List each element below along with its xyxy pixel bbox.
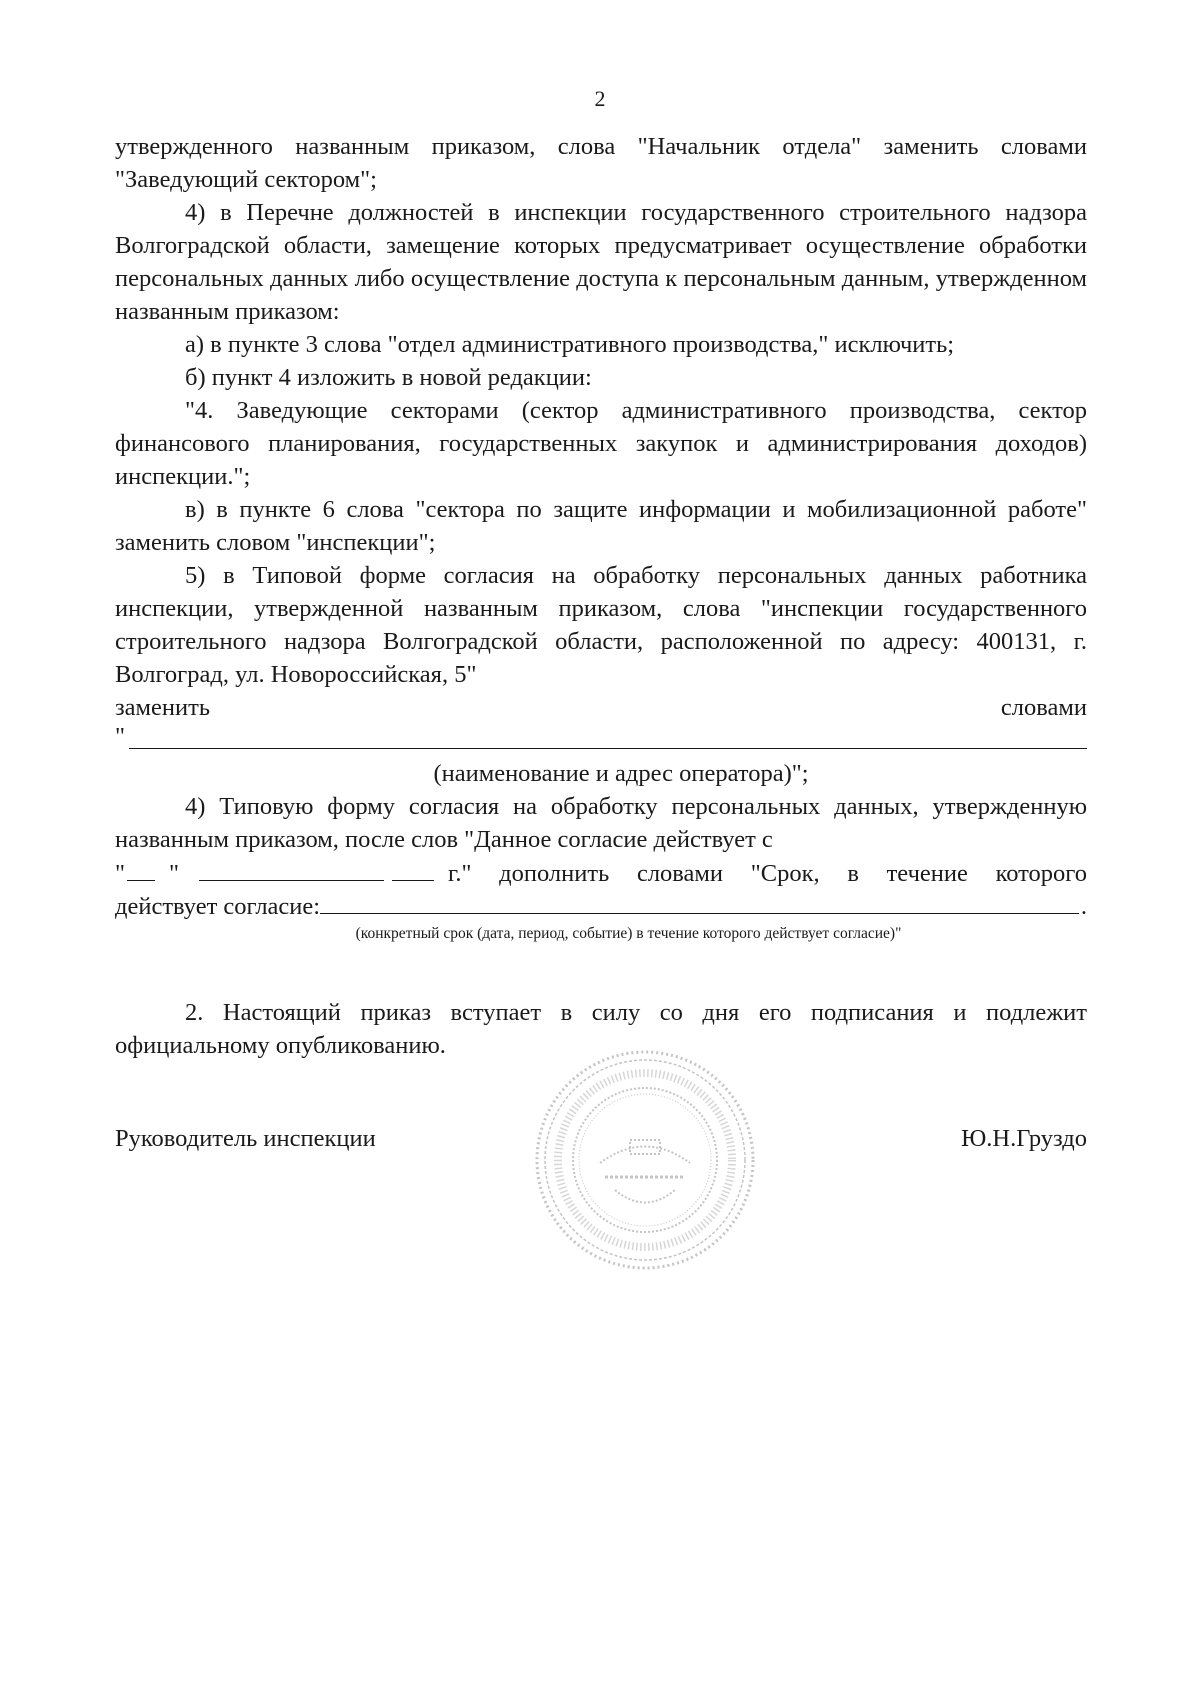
date-year-blank — [392, 856, 434, 881]
date-quote-close: " — [169, 860, 180, 887]
signatory-name: Ю.Н.Груздо — [961, 1125, 1087, 1152]
document-body — [115, 130, 1087, 1062]
page-number: 2 — [594, 86, 606, 111]
date-blank-line — [115, 856, 1087, 889]
date-quote-open: " — [115, 860, 126, 887]
operator-blank-line — [115, 724, 1087, 757]
signatory-title: Руководитель инспекции — [115, 1125, 376, 1152]
official-seal-stamp — [530, 1045, 760, 1275]
paragraph-new-item-4: "4. Заведующие секторами (сектор административного производства, сектор финансового планирования, государственных закупок и администрирования доходов) инспекции."; — [115, 397, 1087, 490]
paragraph-subitem-a: а) в пункте 3 слова "отдел административного производства," исключить; — [185, 331, 955, 358]
replace-word: заменить — [115, 694, 211, 721]
term-caption: (конкретный срок (дата, период, событие) в течение которого действует согласие)" — [355, 925, 902, 942]
paragraph-item-5: 5) в Типовой форме согласия на обработку персональных данных работника инспекции, утвержденной названным приказом, слова "инспекции государственного строительного надзора Волгоградской области, расположенной по адресу: 400131, г. Волгоград, ул. Новороссийская, 5" — [115, 562, 1087, 688]
term-label: действует согласие: — [115, 893, 321, 920]
paragraph-entry-into-force: 2. Настоящий приказ вступает в силу со дня его подписания и подлежит официальному опубликованию. — [115, 998, 1087, 1059]
paragraph-item-4-list: 4) в Перечне должностей в инспекции государственного строительного надзора Волгоградской области, замещение которых предусматривает осуществление обработки персональных данных либо осуществление доступа к персональным данным, утвержденном названным приказом: — [115, 199, 1087, 325]
operator-blank-rule — [129, 724, 1087, 749]
term-blank-line — [115, 889, 1087, 922]
paragraph-subitem-b: б) пункт 4 изложить в новой редакции: — [185, 364, 592, 391]
paragraph-item-4-form: 4) Типовую форму согласия на обработку персональных данных, утвержденную названным приказом, после слов "Данное согласие действует с — [115, 793, 1087, 853]
term-blank-rule — [320, 889, 1079, 914]
signature-block — [115, 1125, 1087, 1153]
operator-caption: (наименование и адрес оператора)"; — [433, 760, 809, 787]
quote-mark: " — [115, 723, 126, 750]
date-line-text: г." дополнить словами "Срок, в течение которого — [448, 860, 1087, 887]
term-dot: . — [1080, 893, 1087, 920]
paragraph-1: утвержденного названным приказом, слова "Начальник отдела" заменить словами "Заведующий сектором"; — [115, 133, 1087, 193]
words-word: словами — [1000, 694, 1087, 721]
paragraph-subitem-v: в) в пункте 6 слова "сектора по защите информации и мобилизационной работе" заменить словом "инспекции"; — [115, 496, 1087, 556]
date-day-blank — [127, 856, 155, 881]
paragraph-item-5-end — [115, 691, 1087, 724]
date-month-blank — [199, 856, 384, 881]
